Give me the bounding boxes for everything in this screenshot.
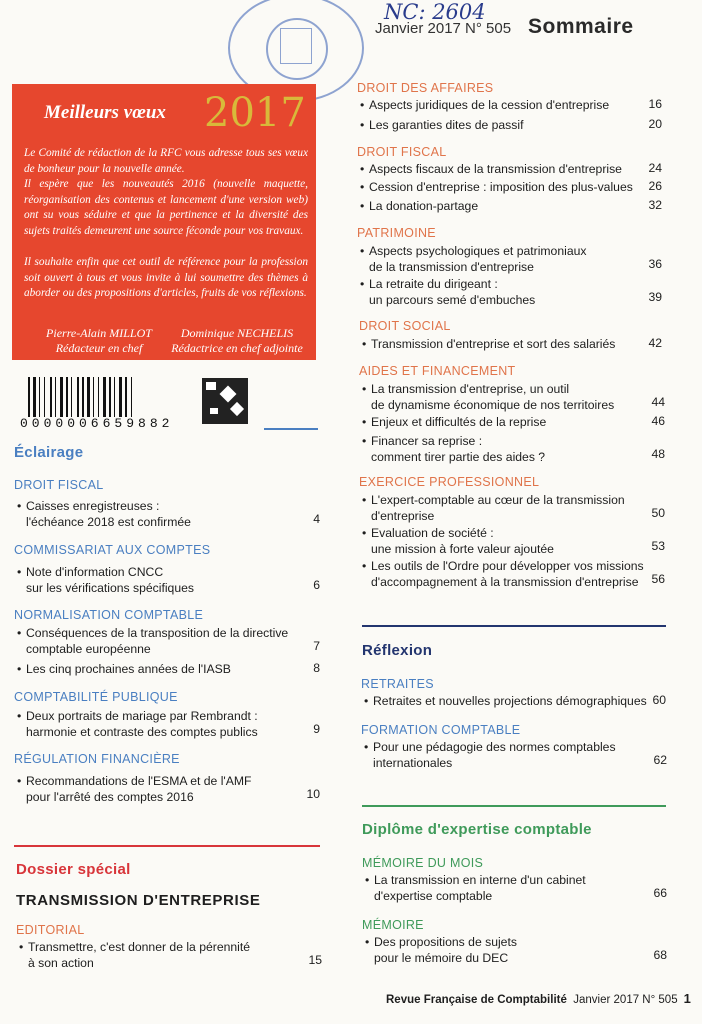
page-number: 42 <box>648 336 662 350</box>
category-label: DROIT FISCAL <box>14 478 104 492</box>
barcode <box>28 377 198 417</box>
category-label: COMPTABILITÉ PUBLIQUE <box>14 690 178 704</box>
issue-label: Janvier 2017 N° 505 <box>375 20 512 37</box>
dossier-title: TRANSMISSION D'ENTREPRISE <box>16 892 261 909</box>
page-number: 20 <box>648 117 662 131</box>
category-label: RETRAITES <box>361 677 434 691</box>
page-number: 66 <box>653 886 667 900</box>
toc-entry[interactable]: • Evaluation de société : une mission à forte valeur ajoutée <box>371 525 656 557</box>
section-dossier-special: Dossier spécial <box>16 861 131 878</box>
category-label: DROIT DES AFFAIRES <box>357 81 494 95</box>
toc-entry[interactable]: • Deux portraits de mariage par Rembrandt : harmonie et contraste des comptes publics <box>26 708 316 740</box>
category-label: NORMALISATION COMPTABLE <box>14 608 204 622</box>
page-number: 50 <box>651 506 665 520</box>
page-number: 36 <box>648 257 662 271</box>
category-label: AIDES ET FINANCEMENT <box>359 364 516 378</box>
page-number: 44 <box>651 395 665 409</box>
page-number: 60 <box>652 693 666 707</box>
page-number: 56 <box>651 572 665 586</box>
toc-entry[interactable]: • Transmettre, c'est donner de la pérennité à son action <box>28 939 318 971</box>
page-number: 4 <box>313 512 320 526</box>
toc-entry[interactable]: • Financer sa reprise : comment tirer partie des aides ? <box>371 433 651 465</box>
toc-entry[interactable]: • L'expert-comptable au cœur de la transmission d'entreprise <box>371 492 656 524</box>
page-number: 7 <box>313 639 320 653</box>
signature: Pierre-Alain MILLOT Rédacteur en chef <box>46 326 152 355</box>
page-number: 46 <box>651 414 665 428</box>
toc-entry[interactable]: • Caisses enregistreuses : l'échéance 2018 est confirmée <box>26 498 316 530</box>
toc-entry[interactable]: • Les garanties dites de passif <box>369 117 649 133</box>
category-label: COMMISSARIAT AUX COMPTES <box>14 543 211 557</box>
toc-entry[interactable]: • Aspects psychologiques et patrimoniaux de la transmission d'entreprise <box>369 243 649 275</box>
page-number: 6 <box>313 578 320 592</box>
toc-entry[interactable]: • Note d'information CNCC sur les vérifications spécifiques <box>26 564 316 596</box>
page-number: 10 <box>306 787 320 801</box>
toc-entry[interactable]: • La transmission en interne d'un cabinet d'expertise comptable <box>374 872 659 904</box>
page-number: 68 <box>653 948 667 962</box>
section-reflexion: Réflexion <box>362 642 433 659</box>
divider <box>14 845 320 847</box>
toc-entry[interactable]: • Retraites et nouvelles projections démographiques <box>373 693 658 709</box>
toc-entry[interactable]: • Transmission d'entreprise et sort des salariés <box>371 336 651 352</box>
category-label: EDITORIAL <box>16 923 85 937</box>
datamatrix-code <box>202 378 248 424</box>
handwritten-reference: NC: 2604 <box>384 0 486 24</box>
category-label: MÉMOIRE <box>362 918 424 932</box>
toc-entry[interactable]: • Aspects juridiques de la cession d'entreprise <box>369 97 649 113</box>
toc-entry[interactable]: • La donation-partage <box>369 198 649 214</box>
page-number: 62 <box>653 753 667 767</box>
page-number: 16 <box>648 97 662 111</box>
section-diplome: Diplôme d'expertise comptable <box>362 821 592 838</box>
greeting-box <box>12 84 316 360</box>
page-number: 24 <box>648 161 662 175</box>
page-number: 39 <box>648 290 662 304</box>
toc-entry[interactable]: • Enjeux et difficultés de la reprise <box>371 414 651 430</box>
category-label: FORMATION COMPTABLE <box>361 723 521 737</box>
category-label: DROIT FISCAL <box>357 145 447 159</box>
signature: Dominique NECHELIS Rédactrice en chef adjointe <box>171 326 303 355</box>
toc-entry[interactable]: • Cession d'entreprise : imposition des plus-values <box>369 179 649 195</box>
toc-entry[interactable]: • Recommandations de l'ESMA et de l'AMF pour l'arrêté des comptes 2016 <box>26 773 316 805</box>
greeting-paragraph: Il espère que les nouveautés 2016 (nouvelle maquette, réorganisation des contenus et lancement d'une version web) ont su vous séduire et que la pertinence et la diversité des sujets traités demeurent une source féconde pour vos travaux. <box>24 178 308 237</box>
greeting-title: Meilleurs vœux <box>44 102 166 123</box>
toc-entry[interactable]: • La retraite du dirigeant : un parcours semé d'embuches <box>369 276 649 308</box>
category-label: PATRIMOINE <box>357 226 436 240</box>
divider <box>264 428 318 430</box>
category-label: EXERCICE PROFESSIONNEL <box>359 475 540 489</box>
page-number: 15 <box>308 953 322 967</box>
toc-entry[interactable]: • Pour une pédagogie des normes comptables internationales <box>373 739 658 771</box>
page-title: Sommaire <box>528 15 634 38</box>
footer: Revue Française de Comptabilité Janvier 2017 N° 505 1 <box>386 991 691 1006</box>
page-number: 53 <box>651 539 665 553</box>
toc-entry[interactable]: • Des propositions de sujets pour le mémoire du DEC <box>374 934 659 966</box>
category-label: RÉGULATION FINANCIÈRE <box>14 752 180 766</box>
toc-entry[interactable]: • Les cinq prochaines années de l'IASB <box>26 661 316 677</box>
divider <box>362 625 666 627</box>
page-number: 26 <box>648 179 662 193</box>
toc-entry[interactable]: • Aspects fiscaux de la transmission d'entreprise <box>369 161 649 177</box>
toc-entry[interactable]: • Conséquences de la transposition de la directive comptable européenne <box>26 625 316 657</box>
greeting-paragraph: Il souhaite enfin que cet outil de référence pour la profession soit ouvert à tous et vous invite à lui soumettre des thèmes à aborder ou des propositions d'articles, fruits de vos réflexions. <box>24 256 308 299</box>
section-eclairage: Éclairage <box>14 444 84 461</box>
page-number: 8 <box>313 661 320 675</box>
category-label: DROIT SOCIAL <box>359 319 451 333</box>
greeting-year: 2017 <box>204 90 306 136</box>
toc-entry[interactable]: • La transmission d'entreprise, un outil de dynamisme économique de nos territoires <box>371 381 651 413</box>
category-label: MÉMOIRE DU MOIS <box>362 856 484 870</box>
page-number: 9 <box>313 722 320 736</box>
divider <box>362 805 666 807</box>
page-number: 48 <box>651 447 665 461</box>
page-number: 32 <box>648 198 662 212</box>
greeting-paragraph: Le Comité de rédaction de la RFC vous adresse tous ses vœux de bonheur pour la nouvelle année. <box>24 147 308 175</box>
toc-entry[interactable]: • Les outils de l'Ordre pour développer vos missions d'accompagnement à la transmission d'entreprise <box>371 558 656 590</box>
barcode-number: 0000006659882 <box>20 416 174 431</box>
